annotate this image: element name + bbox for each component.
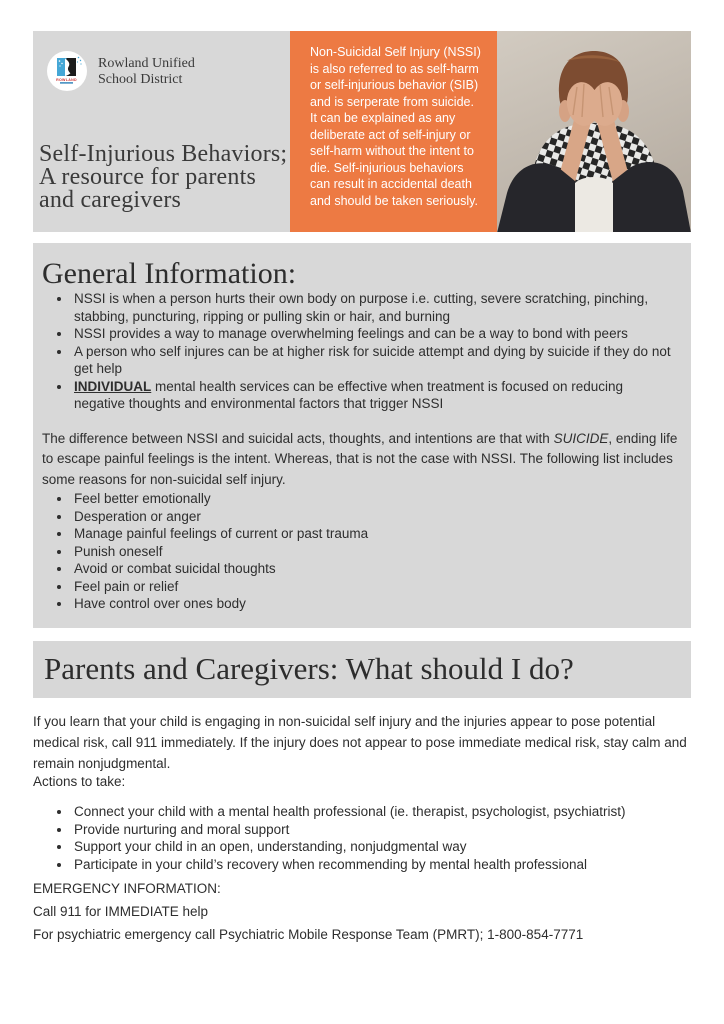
- list-item: • NSSI provides a way to manage overwhelming feelings and can be a way to bond with peers: [72, 325, 677, 343]
- paragraph-text: , ending life to escape painful feelings is the intent. Whereas, that is not the case with NSSI. The following list includes some reasons for non-suicidal self injury.: [42, 430, 678, 487]
- district-name-line1: Rowland Unified: [98, 56, 195, 71]
- list-item: • Manage painful feelings of current or past trauma: [72, 525, 677, 543]
- parents-caregivers-heading-bar: [33, 641, 691, 698]
- list-item: • Feel better emotionally: [72, 490, 677, 508]
- header-title-panel: [33, 31, 290, 232]
- list-item: • NSSI is when a person hurts their own body on purpose i.e. cutting, severe scratching, pinching, stabbing, puncturing, ripping or pulling skin or hair, and burning: [72, 290, 677, 325]
- parents-caregivers-heading: Parents and Caregivers: What should I do?: [44, 651, 574, 686]
- list-item: • Feel pain or relief: [72, 578, 677, 596]
- page-title-line1: Self-Injurious Behaviors;: [39, 141, 288, 167]
- list-item: • Have control over ones body: [72, 595, 677, 613]
- actions-label: Actions to take:: [33, 774, 126, 789]
- general-information-section: [33, 243, 691, 628]
- list-item: • Avoid or combat suicidal thoughts: [72, 560, 677, 578]
- header-banner: [33, 31, 691, 232]
- parents-intro-paragraph: If you learn that your child is engaging in non-suicidal self injury and the injuries appear to pose potential medical risk, call 911 immediately. If the injury does not appear to pose immediate medical risk, stay calm and remain nonjudgmental.: [33, 714, 687, 771]
- callout-paragraph-1: Non-Suicidal Self Injury (NSSI) is also referred to as self-harm or self-injurious behavior (SIB) and is serperate from suicide.: [310, 45, 481, 109]
- list-item: • Support your child in an open, understanding, nonjudgmental way: [72, 838, 724, 856]
- paragraph-text: The difference between NSSI and suicidal acts, thoughts, and intentions are that with: [42, 430, 554, 446]
- emergency-information-block: [33, 881, 693, 950]
- list-item: • Punish oneself: [72, 543, 677, 561]
- page-title-line3: and caregivers: [39, 187, 182, 213]
- list-item: • Provide nurturing and moral support: [72, 821, 724, 839]
- callout-paragraph-2: It can be explained as any deliberate act of self-injury or self-harm without the intent to die. Self-injurious behaviors can result in accidental death and should be taken seriously.: [310, 111, 478, 208]
- emphasized-word: INDIVIDUAL: [74, 378, 152, 394]
- list-item: • A person who self injures can be at higher risk for suicide attempt and dying by suicide if they do not get help: [72, 343, 677, 378]
- list-item: • Connect your child with a mental health professional (ie. therapist, psychologist, psychiatrist): [72, 803, 724, 821]
- district-name-line2: School District: [98, 72, 183, 87]
- nssi-facts-list: [33, 290, 691, 413]
- difference-paragraph: [42, 429, 681, 491]
- list-item: [72, 378, 677, 413]
- emergency-pmrt-line: For psychiatric emergency call Psychiatric Mobile Response Team (PMRT); 1-800-854-7771: [33, 927, 584, 942]
- list-item-text: mental health services can be effective when treatment is focused on reducing negative thoughts and environmental factors that trigger NSSI: [74, 378, 624, 411]
- district-name: [98, 56, 195, 88]
- district-logo-icon: [47, 51, 87, 91]
- svg-text:ROWLAND: ROWLAND: [56, 78, 77, 82]
- italic-word: SUICIDE: [553, 430, 609, 446]
- page-title: [39, 143, 287, 212]
- list-item: • Desperation or anger: [72, 508, 677, 526]
- nssi-definition-callout: [290, 31, 497, 232]
- person-covering-face-illustration: [497, 31, 691, 232]
- photo-person-covering-face: [497, 31, 691, 232]
- district-brand: [47, 51, 195, 91]
- emergency-call-911-line: Call 911 for IMMEDIATE help: [33, 904, 209, 919]
- list-item: • Participate in your child’s recovery when recommending by mental health professional: [72, 856, 724, 874]
- page-title-line2: A resource for parents: [39, 164, 256, 190]
- emergency-heading: EMERGENCY INFORMATION:: [33, 881, 221, 896]
- reasons-list: [33, 490, 691, 613]
- general-information-heading: General Information:: [42, 257, 297, 290]
- actions-list: [33, 803, 724, 873]
